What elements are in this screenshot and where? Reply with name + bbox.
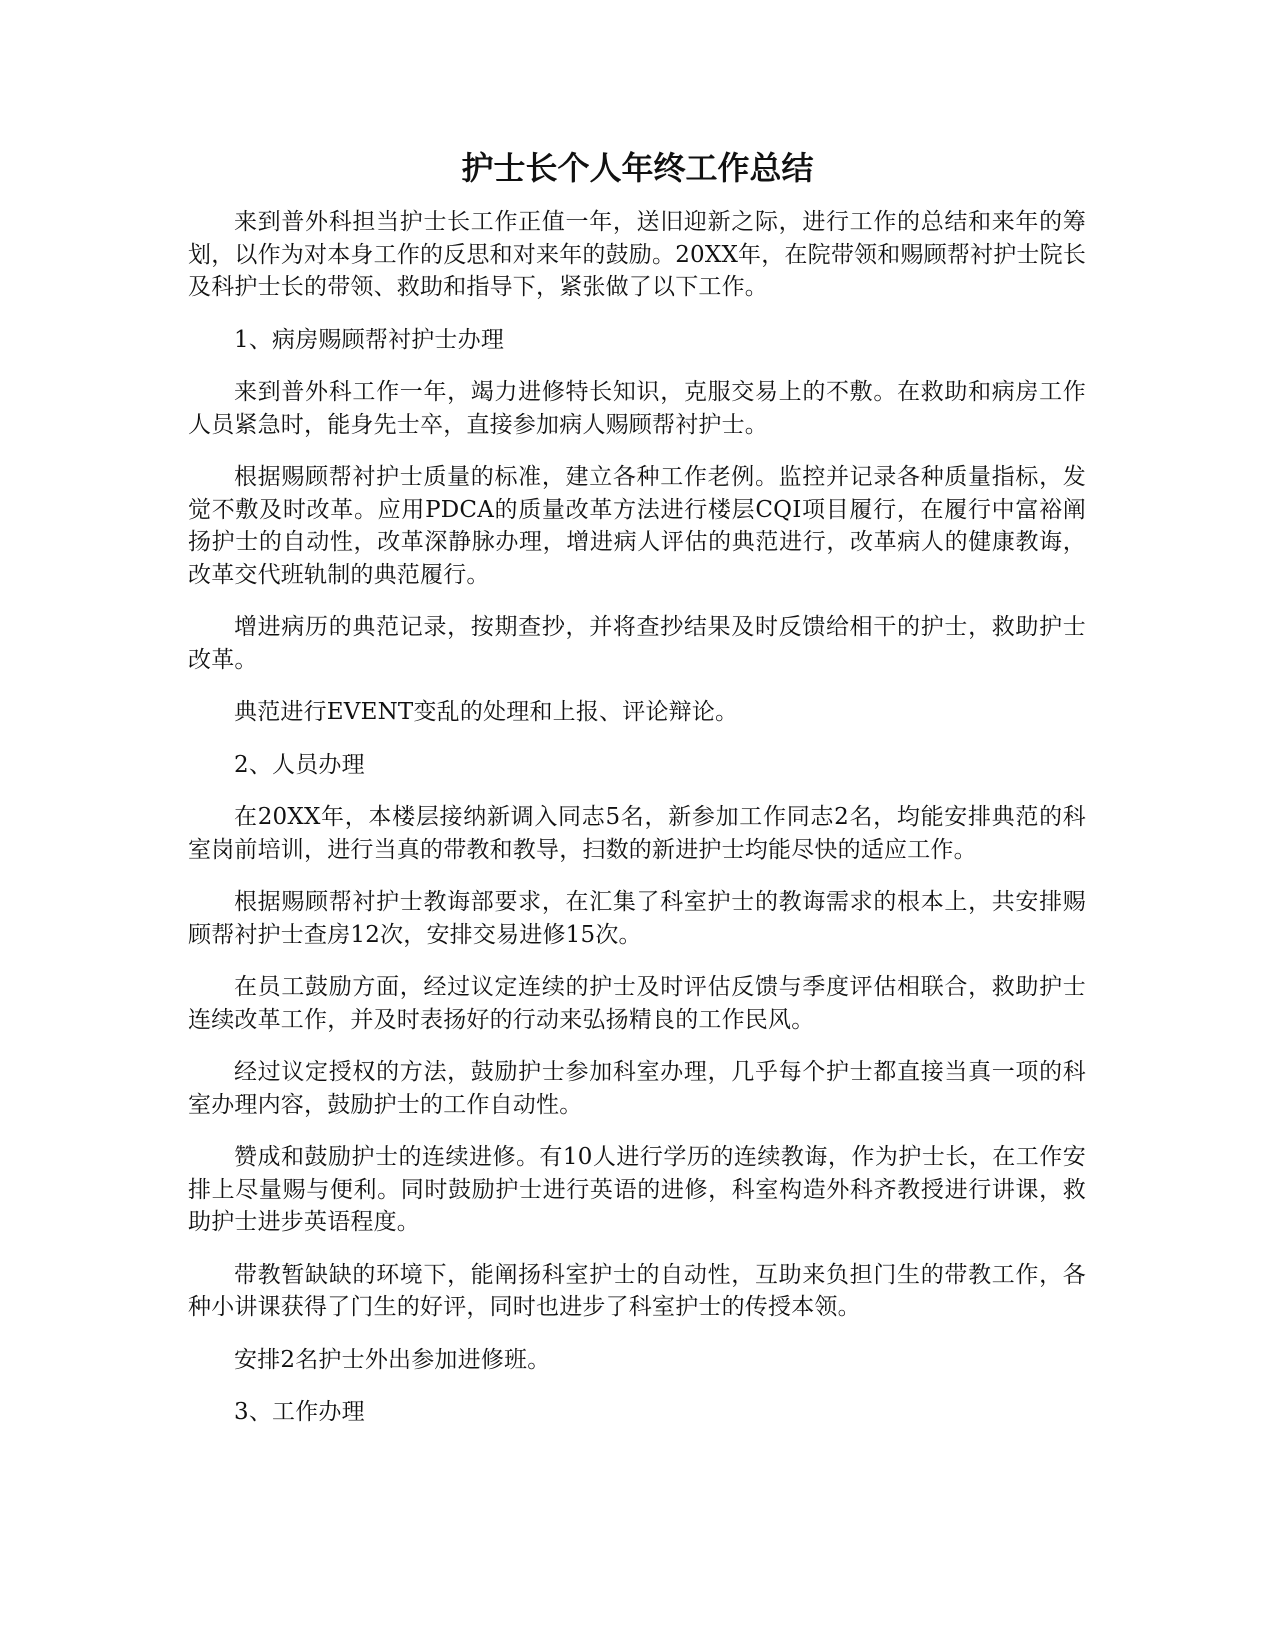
paragraph: 带教暂缺缺的环境下，能阐扬科室护士的自动性，互助来负担门生的带教工作，各种小讲课获得了门生的好评，同时也进步了科室护士的传授本领。 <box>188 1261 1086 1320</box>
document-body <box>188 206 1086 1449</box>
document-title: 护士长个人年终工作总结 <box>461 149 814 187</box>
paragraph: 经过议定授权的方法，鼓励护士参加科室办理，几乎每个护士都直接当真一项的科室办理内容，鼓励护士的工作自动性。 <box>188 1059 1086 1118</box>
paragraph: 在20XX年，本楼层接纳新调入同志5名，新参加工作同志2名，均能安排典范的科室岗前培训，进行当真的带教和教导，扫数的新进护士均能尽快的适应工作。 <box>188 804 1086 863</box>
paragraph-intro: 来到普外科担当护士长工作正值一年，送旧迎新之际，进行工作的总结和来年的筹划，以作为对本身工作的反思和对来年的鼓励。20XX年，在院带领和赐顾帮衬护士院长及科护士长的带领、救助和指导下，紧张做了以下工作。 <box>188 209 1087 300</box>
paragraph: 根据赐顾帮衬护士教诲部要求，在汇集了科室护士的教诲需求的根本上，共安排赐顾帮衬护士查房12次，安排交易进修15次。 <box>188 889 1086 948</box>
paragraph: 来到普外科工作一年，竭力进修特长知识，克服交易上的不敷。在救助和病房工作人员紧急时，能身先士卒，直接参加病人赐顾帮衬护士。 <box>188 379 1086 438</box>
paragraph: 在员工鼓励方面，经过议定连续的护士及时评估反馈与季度评估相联合，救助护士连续改革工作，并及时表扬好的行动来弘扬精良的工作民风。 <box>188 974 1086 1033</box>
paragraph: 增进病历的典范记录，按期查抄，并将查抄结果及时反馈给相干的护士，救助护士改革。 <box>188 614 1086 673</box>
section-heading-3: 3、工作办理 <box>234 1399 365 1425</box>
paragraph: 赞成和鼓励护士的连续进修。有10人进行学历的连续教诲，作为护士长，在工作安排上尽量赐与便利。同时鼓励护士进行英语的进修，科室构造外科齐教授进行讲课，救助护士进步英语程度。 <box>188 1144 1086 1235</box>
paragraph: 根据赐顾帮衬护士质量的标准，建立各种工作老例。监控并记录各种质量指标，发觉不敷及时改革。应用PDCA的质量改革方法进行楼层CQI项目履行，在履行中富裕阐扬护士的自动性，改革深静脉办理，增进病人评估的典范进行，改革病人的健康教诲，改革交代班轨制的典范履行。 <box>188 464 1086 588</box>
section-heading-1: 1、病房赐顾帮衬护士办理 <box>234 326 505 353</box>
paragraph: 安排2名护士外出参加进修班。 <box>234 1346 551 1373</box>
section-heading-2: 2、人员办理 <box>234 751 365 778</box>
paragraph: 典范进行EVENT变乱的处理和上报、评论辩论。 <box>234 699 739 725</box>
